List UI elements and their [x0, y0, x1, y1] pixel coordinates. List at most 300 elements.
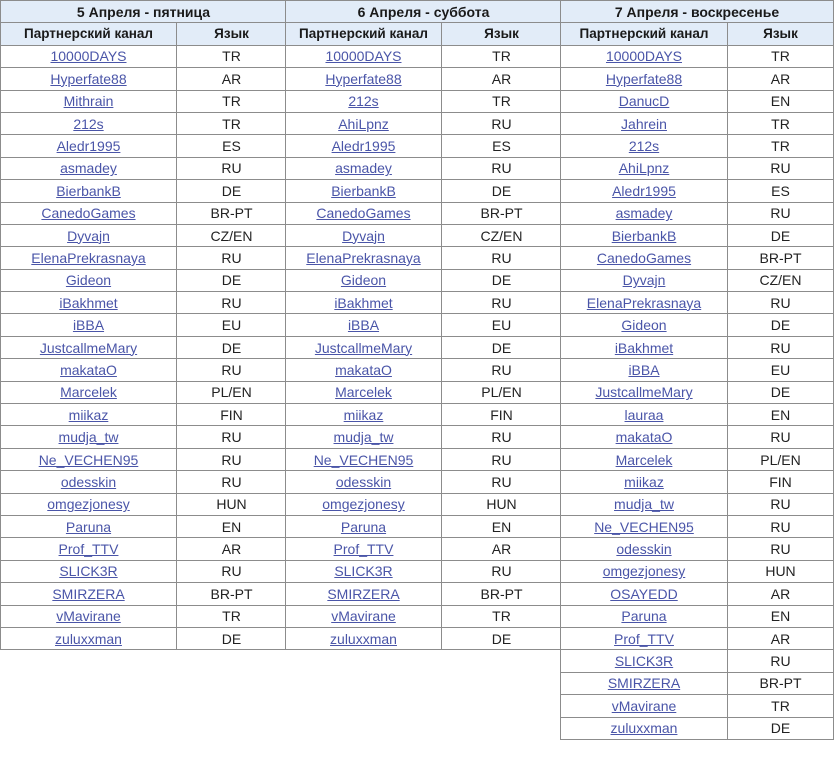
language-cell: DE [177, 336, 287, 358]
language-cell: RU [442, 560, 562, 582]
column-header-channel: Партнерский канал [1, 23, 177, 45]
table-row [1, 247, 287, 269]
table-row [286, 314, 562, 336]
language-cell: RU [442, 247, 562, 269]
table-row [1, 560, 287, 582]
language-cell: PL/EN [177, 381, 287, 403]
language-cell: TR [728, 695, 834, 717]
channel-link[interactable]: Hyperfate88 [50, 70, 127, 87]
channel-link[interactable]: makataO [335, 361, 392, 378]
channel-link[interactable]: SMIRZERA [607, 675, 681, 692]
language-cell: EN [728, 404, 834, 426]
channel-link[interactable]: iBBA [72, 317, 105, 334]
channel-link[interactable]: Gideon [65, 272, 112, 289]
channel-cell [1, 515, 177, 537]
channel-link[interactable]: OSAYEDD [610, 585, 678, 602]
channel-cell [561, 560, 728, 582]
channel-link[interactable]: iBakhmet [614, 339, 674, 356]
language-cell: TR [728, 112, 834, 134]
language-cell: AR [728, 627, 834, 649]
channel-link[interactable]: Ne_VECHEN95 [38, 451, 139, 468]
language-cell: AR [442, 538, 562, 560]
channel-link[interactable]: asmadey [335, 160, 392, 177]
channel-link[interactable]: ElenaPrekrasnaya [31, 249, 146, 266]
table-row [1, 45, 287, 67]
language-cell: RU [177, 359, 287, 381]
channel-cell [286, 112, 442, 134]
table-row [561, 68, 834, 90]
channel-cell [286, 314, 442, 336]
channel-cell [1, 538, 177, 560]
table-row [561, 45, 834, 67]
channel-cell [1, 426, 177, 448]
channel-cell [286, 627, 442, 649]
channel-link[interactable]: asmadey [615, 205, 673, 222]
channel-cell [561, 627, 728, 649]
table-row [286, 515, 562, 537]
language-cell: TR [177, 112, 287, 134]
channel-cell [1, 135, 177, 157]
channel-link[interactable]: zuluxxman [55, 630, 122, 647]
table-row [1, 627, 287, 649]
language-cell: RU [728, 515, 834, 537]
channel-link[interactable]: SLICK3R [59, 563, 118, 580]
channel-link[interactable]: CanedoGames [41, 205, 136, 222]
channel-link[interactable]: Paruna [340, 518, 387, 535]
language-cell: RU [177, 247, 287, 269]
channel-cell [561, 224, 728, 246]
table-row [1, 404, 287, 426]
channel-cell [286, 560, 442, 582]
channel-link[interactable]: Prof_TTV [333, 541, 394, 558]
language-cell: RU [728, 202, 834, 224]
language-cell: TR [728, 135, 834, 157]
table-row [1, 426, 287, 448]
table-row [286, 359, 562, 381]
table-row [286, 448, 562, 470]
language-cell: RU [442, 426, 562, 448]
channel-link[interactable]: SMIRZERA [327, 585, 400, 602]
language-cell: FIN [442, 404, 562, 426]
channel-cell [286, 404, 442, 426]
language-cell: RU [177, 471, 287, 493]
channel-cell [561, 583, 728, 605]
channel-link[interactable]: BierbankB [56, 182, 121, 199]
language-cell: RU [442, 112, 562, 134]
table-row [1, 448, 287, 470]
channel-cell [286, 605, 442, 627]
channel-link[interactable]: vMavirane [331, 608, 396, 625]
language-cell: EU [728, 359, 834, 381]
table-row [286, 45, 562, 67]
language-cell: TR [728, 45, 834, 67]
channel-cell [1, 605, 177, 627]
channel-link[interactable]: Ne_VECHEN95 [594, 518, 694, 535]
channel-link[interactable]: SLICK3R [334, 563, 393, 580]
table-row [286, 68, 562, 90]
language-cell: HUN [728, 560, 834, 582]
table-row [1, 583, 287, 605]
channel-link[interactable]: CanedoGames [596, 249, 692, 266]
language-cell: BR-PT [177, 583, 287, 605]
language-cell: RU [728, 538, 834, 560]
table-row [286, 112, 562, 134]
day-title: 5 Апреля - пятница [1, 1, 287, 23]
channel-cell [1, 247, 177, 269]
language-cell: DE [728, 224, 834, 246]
channel-link[interactable]: 10000DAYS [50, 48, 127, 65]
channel-cell [286, 68, 442, 90]
channel-cell [561, 471, 728, 493]
table-row [561, 560, 834, 582]
language-cell: RU [728, 157, 834, 179]
channel-link[interactable]: Paruna [621, 608, 667, 625]
channel-cell [286, 538, 442, 560]
channel-link[interactable]: zuluxxman [330, 630, 397, 647]
language-cell: AR [728, 68, 834, 90]
channel-link[interactable]: Mithrain [63, 93, 114, 110]
channel-link[interactable]: Gideon [340, 272, 387, 289]
language-cell: ES [442, 135, 562, 157]
language-cell: BR-PT [177, 202, 287, 224]
channel-link[interactable]: Marcelek [335, 384, 392, 401]
channel-link[interactable]: JustcallmeMary [39, 339, 138, 356]
table-row [286, 426, 562, 448]
channel-cell [1, 314, 177, 336]
language-cell: RU [728, 493, 834, 515]
channel-link[interactable]: Ne_VECHEN95 [313, 451, 414, 468]
channel-cell [286, 448, 442, 470]
channel-link[interactable]: miikaz [68, 406, 109, 423]
language-cell: DE [442, 269, 562, 291]
channel-cell [286, 135, 442, 157]
day-title: 7 Апреля - воскресенье [561, 1, 834, 23]
channel-cell [561, 538, 728, 560]
channel-link[interactable]: Prof_TTV [58, 541, 119, 558]
table-row [1, 314, 287, 336]
channel-link[interactable]: CanedoGames [316, 205, 411, 222]
table-row [1, 515, 287, 537]
table-row [1, 180, 287, 202]
channel-link[interactable]: Dyvajn [342, 227, 385, 244]
table-row [286, 292, 562, 314]
channel-cell [286, 359, 442, 381]
table-row [561, 471, 834, 493]
table-row [561, 90, 834, 112]
channel-link[interactable]: BierbankB [331, 182, 396, 199]
table-row [561, 493, 834, 515]
channel-cell [561, 112, 728, 134]
channel-cell [561, 493, 728, 515]
language-cell: RU [177, 292, 287, 314]
language-cell: DE [728, 381, 834, 403]
table-row [286, 157, 562, 179]
language-cell: ES [728, 180, 834, 202]
channel-link[interactable]: JustcallmeMary [595, 384, 693, 401]
channel-cell [561, 157, 728, 179]
channel-link[interactable]: Gideon [621, 317, 667, 334]
table-row [561, 336, 834, 358]
channel-cell [286, 336, 442, 358]
channel-cell [561, 202, 728, 224]
channel-link[interactable]: mudja_tw [333, 429, 394, 446]
language-cell: RU [442, 471, 562, 493]
channel-link[interactable]: ElenaPrekrasnaya [586, 294, 702, 311]
channel-link[interactable]: Prof_TTV [614, 630, 674, 647]
table-row [561, 314, 834, 336]
table-row [1, 90, 287, 112]
channel-link[interactable]: 212s [73, 115, 104, 132]
channel-link[interactable]: mudja_tw [614, 496, 674, 513]
language-cell: EN [728, 605, 834, 627]
channel-rows [1, 45, 287, 650]
table-row [561, 672, 834, 694]
language-cell: TR [177, 605, 287, 627]
channel-cell [561, 68, 728, 90]
channel-link[interactable]: JustcallmeMary [314, 339, 413, 356]
channel-cell [561, 605, 728, 627]
table-row [1, 336, 287, 358]
channel-link[interactable]: 10000DAYS [325, 48, 402, 65]
table-row [561, 359, 834, 381]
channel-link[interactable]: SLICK3R [614, 653, 674, 670]
table-row [561, 112, 834, 134]
channel-cell [286, 90, 442, 112]
channel-cell [1, 336, 177, 358]
channel-link[interactable]: Jahrein [621, 115, 667, 132]
channel-cell [1, 269, 177, 291]
channel-cell [561, 381, 728, 403]
language-cell: TR [442, 605, 562, 627]
table-row [286, 404, 562, 426]
channel-cell [561, 695, 728, 717]
table-row [1, 381, 287, 403]
language-cell: DE [177, 627, 287, 649]
channel-link[interactable]: ElenaPrekrasnaya [306, 249, 421, 266]
table-row [286, 605, 562, 627]
channel-cell [561, 448, 728, 470]
table-row [286, 381, 562, 403]
channel-link[interactable]: AhiLpnz [618, 160, 670, 177]
table-row [1, 471, 287, 493]
channel-link[interactable]: 212s [628, 138, 660, 155]
table-row [1, 605, 287, 627]
channel-cell [286, 426, 442, 448]
channel-cell [286, 583, 442, 605]
table-row [1, 112, 287, 134]
table-row [561, 515, 834, 537]
channel-cell [1, 560, 177, 582]
table-row [561, 605, 834, 627]
channel-link[interactable]: SMIRZERA [52, 585, 125, 602]
channel-link[interactable]: omgezjonesy [47, 496, 130, 513]
table-row [286, 471, 562, 493]
table-row [561, 202, 834, 224]
channel-link[interactable]: asmadey [60, 160, 117, 177]
channel-cell [561, 247, 728, 269]
channel-rows [561, 45, 834, 739]
channel-link[interactable]: makataO [615, 429, 673, 446]
channel-cell [286, 381, 442, 403]
channel-link[interactable]: miikaz [624, 473, 664, 490]
language-cell: RU [442, 157, 562, 179]
language-cell: DE [728, 717, 834, 739]
channel-link[interactable]: makataO [60, 361, 117, 378]
channel-link[interactable]: BierbankB [611, 227, 677, 244]
language-cell: DE [177, 269, 287, 291]
channel-link[interactable]: Aledr1995 [56, 138, 121, 155]
column-header-language: Язык [442, 23, 562, 45]
channel-link[interactable]: odesskin [616, 541, 672, 558]
channel-cell [1, 224, 177, 246]
table-row [561, 247, 834, 269]
day-title: 6 Апреля - суббота [286, 1, 562, 23]
channel-cell [561, 336, 728, 358]
language-cell: CZ/EN [442, 224, 562, 246]
language-cell: DE [442, 627, 562, 649]
channel-cell [561, 359, 728, 381]
table-row [561, 538, 834, 560]
channel-link[interactable]: vMavirane [611, 697, 677, 714]
table-row [561, 157, 834, 179]
table-row [1, 68, 287, 90]
channel-cell [286, 292, 442, 314]
channel-cell [1, 157, 177, 179]
language-cell: TR [442, 45, 562, 67]
channel-link[interactable]: AhiLpnz [338, 115, 389, 132]
language-cell: AR [728, 583, 834, 605]
table-row [561, 135, 834, 157]
channel-cell [561, 672, 728, 694]
language-cell: EN [728, 90, 834, 112]
channel-cell [561, 90, 728, 112]
table-row [1, 224, 287, 246]
language-cell: RU [442, 359, 562, 381]
language-cell: HUN [177, 493, 287, 515]
table-row [286, 627, 562, 649]
day-table-saturday [285, 0, 562, 650]
channel-cell [1, 68, 177, 90]
channel-cell [561, 269, 728, 291]
language-cell: RU [442, 292, 562, 314]
channel-cell [561, 292, 728, 314]
table-row [561, 717, 834, 739]
channel-link[interactable]: 10000DAYS [605, 48, 682, 65]
table-row [561, 381, 834, 403]
language-cell: ES [177, 135, 287, 157]
table-row [1, 157, 287, 179]
channel-link[interactable]: Marcelek [615, 451, 673, 468]
channel-link[interactable]: zuluxxman [610, 720, 678, 737]
language-cell: FIN [177, 404, 287, 426]
language-cell: TR [177, 45, 287, 67]
channel-cell [1, 112, 177, 134]
language-cell: RU [442, 448, 562, 470]
table-row [561, 627, 834, 649]
language-cell: RU [728, 650, 834, 672]
channel-link[interactable]: 212s [348, 93, 379, 110]
table-row [561, 583, 834, 605]
channel-link[interactable]: miikaz [343, 406, 384, 423]
language-cell: CZ/EN [177, 224, 287, 246]
channel-link[interactable]: odesskin [60, 473, 117, 490]
channel-cell [561, 314, 728, 336]
language-cell: RU [177, 426, 287, 448]
table-row [286, 493, 562, 515]
channel-cell [561, 135, 728, 157]
language-cell: PL/EN [442, 381, 562, 403]
channel-link[interactable]: Aledr1995 [612, 182, 676, 199]
language-cell: DE [442, 180, 562, 202]
channel-cell [1, 180, 177, 202]
day-table-friday [0, 0, 287, 650]
table-row [1, 292, 287, 314]
language-cell: FIN [728, 471, 834, 493]
table-row [286, 135, 562, 157]
channel-cell [561, 717, 728, 739]
table-row [561, 426, 834, 448]
channel-cell [286, 247, 442, 269]
language-cell: RU [728, 292, 834, 314]
channel-cell [1, 471, 177, 493]
channel-link[interactable]: Aledr1995 [331, 138, 396, 155]
channel-cell [286, 471, 442, 493]
channel-link[interactable]: Hyperfate88 [605, 70, 683, 87]
language-cell: EU [442, 314, 562, 336]
channel-link[interactable]: omgezjonesy [322, 496, 405, 513]
channel-link[interactable]: iBBA [347, 317, 380, 334]
channel-cell [1, 292, 177, 314]
channel-cell [561, 426, 728, 448]
channel-cell [561, 45, 728, 67]
table-row [286, 90, 562, 112]
channel-link[interactable]: Paruna [65, 518, 112, 535]
table-row [286, 583, 562, 605]
language-cell: BR-PT [442, 583, 562, 605]
table-row [286, 269, 562, 291]
channel-cell [286, 515, 442, 537]
channel-link[interactable]: iBBA [628, 361, 660, 378]
channel-link[interactable]: Dyvajn [622, 272, 666, 289]
table-row [561, 448, 834, 470]
channel-link[interactable]: Dyvajn [67, 227, 110, 244]
table-row [561, 269, 834, 291]
channel-link[interactable]: Marcelek [60, 384, 117, 401]
language-cell: HUN [442, 493, 562, 515]
table-row [286, 202, 562, 224]
channel-link[interactable]: mudja_tw [58, 429, 119, 446]
channel-link[interactable]: vMavirane [56, 608, 121, 625]
table-row [286, 560, 562, 582]
channel-link[interactable]: odesskin [335, 473, 392, 490]
language-cell: EN [177, 515, 287, 537]
channel-cell [286, 180, 442, 202]
channel-link[interactable]: omgezjonesy [602, 563, 686, 580]
language-cell: DE [442, 336, 562, 358]
table-row [1, 359, 287, 381]
language-cell: EU [177, 314, 287, 336]
channel-link[interactable]: Hyperfate88 [325, 70, 402, 87]
table-row [561, 404, 834, 426]
channel-link[interactable]: iBakhmet [59, 294, 118, 311]
table-row [286, 247, 562, 269]
channel-cell [561, 650, 728, 672]
channel-link[interactable]: DanucD [618, 93, 670, 110]
language-cell: EN [442, 515, 562, 537]
channel-link[interactable]: lauraa [624, 406, 664, 423]
table-row [561, 224, 834, 246]
channel-link[interactable]: iBakhmet [334, 294, 393, 311]
